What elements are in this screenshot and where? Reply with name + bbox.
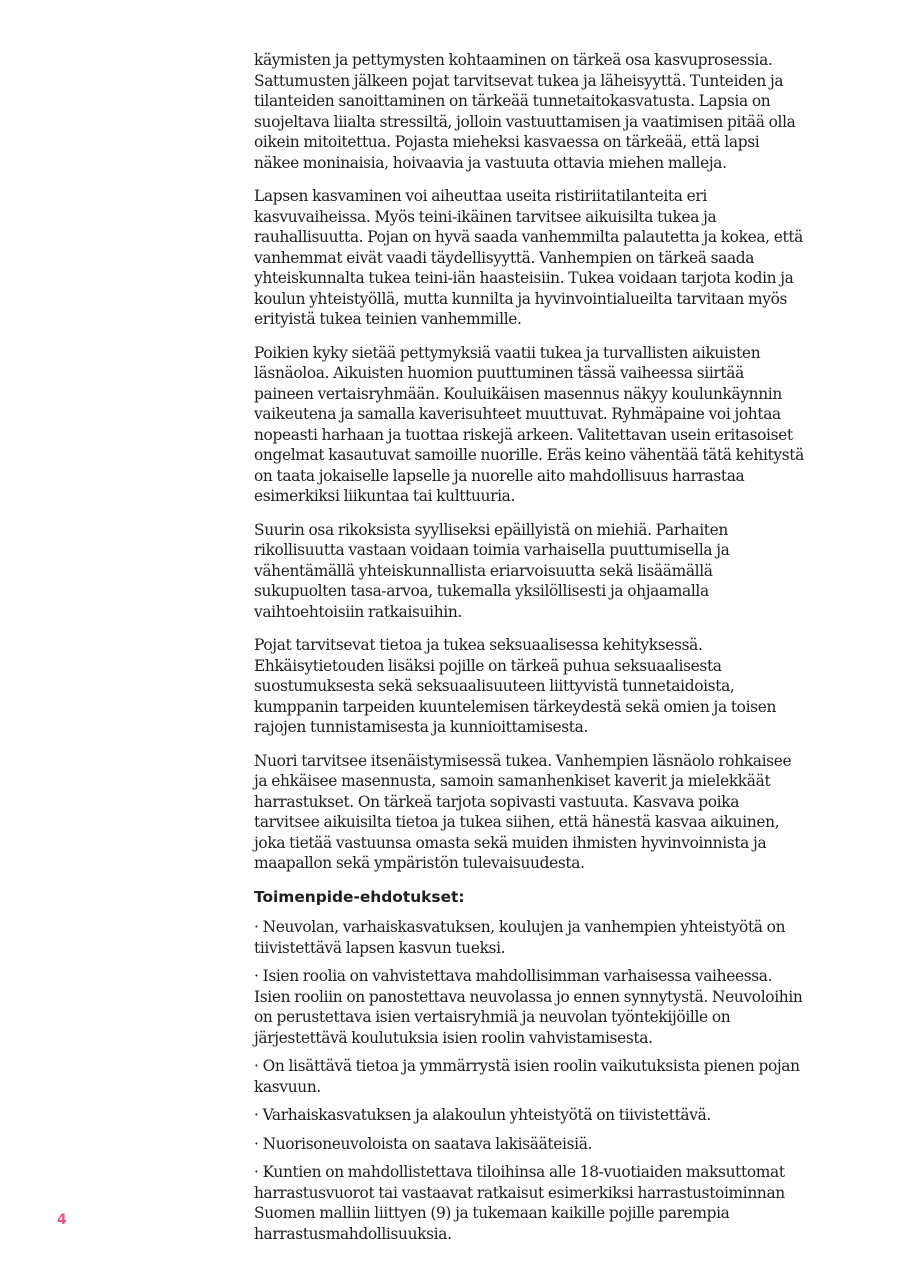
list-item: · On lisättävä tietoa ja ymmärrystä isien roolin vaikutuksista pienen pojan kasvuun. [254, 1057, 800, 1096]
body-paragraph-5: Pojat tarvitsevat tietoa ja tukea seksuaalisessa kehityksessä. Ehkäisytietouden lisäksi pojille on tärkeä puhua seksuaalisesta suostumuksesta sekä seksuaalisuuteen liittyvistä tunnetaidoista, kumppanin tarpeiden kuuntelemisen tärkeydestä sekä omien ja toisen rajojen tunnistamisesta ja kunnioittamisesta. [254, 636, 777, 736]
proposal-list [254, 917, 806, 1244]
section-heading: Toimenpide-ehdotukset: [254, 887, 465, 906]
list-item: · Isien roolia on vahvistettava mahdollisimman varhaisessa vaiheessa. Isien rooliin on panostettava neuvolassa jo ennen synnytystä. Neuvoloihin on perustettava isien vertaisryhmiä ja neuvolan työntekijöille on järjestettävä koulutuksia isien roolin vahvistamisesta. [254, 967, 803, 1047]
body-paragraph-6: Nuori tarvitsee itsenäistymisessä tukea. Vanhempien läsnäolo rohkaisee ja ehkäisee masennusta, samoin samanhenkiset kaverit ja mielekkäät harrastukset. On tärkeä tarjota sopivasti vastuuta. Kasvava poika tarvitsee aikuisilta tietoa ja tukea siihen, että hänestä kasvaa aikuinen, joka tietää vastuunsa omasta sekä muiden ihmisten hyvinvoinnista ja maapallon sekä ympäristön tulevaisuudesta. [254, 751, 792, 872]
body-paragraph-3: Poikien kyky sietää pettymyksiä vaatii tukea ja turvallisten aikuisten läsnäoloa. Aikuisten huomion puuttuminen tässä vaiheessa siirtää paineen vertaisryhmään. Kouluikäisen masennus näkyy koulunkäynnin vaikeutena ja samalla kaverisuhteet muuttuvat. Ryhmäpaine voi johtaa nopeasti harhaan ja tuottaa riskejä arkeen. Valitettavan usein eritasoiset ongelmat kasautuvat samoille nuorille. Eräs keino vähentää tätä kehitystä on taata jokaiselle lapselle ja nuorelle aito mahdollisuus harrastaa esimerkiksi liikuntaa tai kulttuuria. [254, 343, 804, 505]
list-item: · Nuorisoneuvoloista on saatava lakisääteisiä. [254, 1134, 593, 1153]
body-paragraph-1: käymisten ja pettymysten kohtaaminen on tärkeä osa kasvuprosessia. Sattumusten jälkeen pojat tarvitsevat tukea ja läheisyyttä. Tunteiden ja tilanteiden sanoittaminen on tärkeää tunnetaitokasvatusta. Lapsia on suojeltava liialta stressiltä, jolloin vastuuttamisen ja vaatimisen pitää olla oikein mitoitettua. Pojasta mieheksi kasvaessa on tärkeää, että lapsi näkee moninaisia, hoivaavia ja vastuuta ottavia miehen malleja. [254, 51, 796, 172]
page-number: 4 [57, 1212, 67, 1228]
list-item: · Varhaiskasvatuksen ja alakoulun yhteistyötä on tiivistettävä. [254, 1106, 711, 1124]
list-item: · Kuntien on mahdollistettava tiloihinsa alle 18-vuotiaiden maksuttomat harrastusvuorot tai vastaavat ratkaisut esimerkiksi harrastustoiminnan Suomen malliin liittyen (9) ja tukemaan kaikille pojille parempia harrastusmahdollisuuksia. [254, 1163, 785, 1243]
list-item: · Neuvolan, varhaiskasvatuksen, koulujen ja vanhempien yhteistyötä on tiivistettävä lapsen kasvun tueksi. [254, 918, 786, 957]
document-body [254, 50, 806, 1252]
body-paragraph-2: Lapsen kasvaminen voi aiheuttaa useita ristiriitatilanteita eri kasvuvaiheissa. Myös teini-ikäinen tarvitsee aikuisilta tukea ja rauhallisuutta. Pojan on hyvä saada vanhemmilta palautetta ja kokea, että vanhemmat eivät vaadi täydellisyyttä. Vanhempien on tärkeä saada yhteiskunnalta tukea teini-iän haasteisiin. Tukea voidaan tarjota kodin ja koulun yhteistyöllä, mutta kunnilta ja hyvinvointialueilta tarvitaan myös erityistä tukea teinien vanhemmille. [254, 187, 804, 328]
body-paragraph-4: Suurin osa rikoksista syylliseksi epäillyistä on miehiä. Parhaiten rikollisuutta vastaan voidaan toimia varhaisella puuttumisella ja vähentämällä yhteiskunnallista eriarvoisuutta sekä lisäämällä sukupuolten tasa-arvoa, tukemalla yksilöllisesti ja ohjaamalla vaihtoehtoisiin ratkaisuihin. [254, 520, 730, 621]
